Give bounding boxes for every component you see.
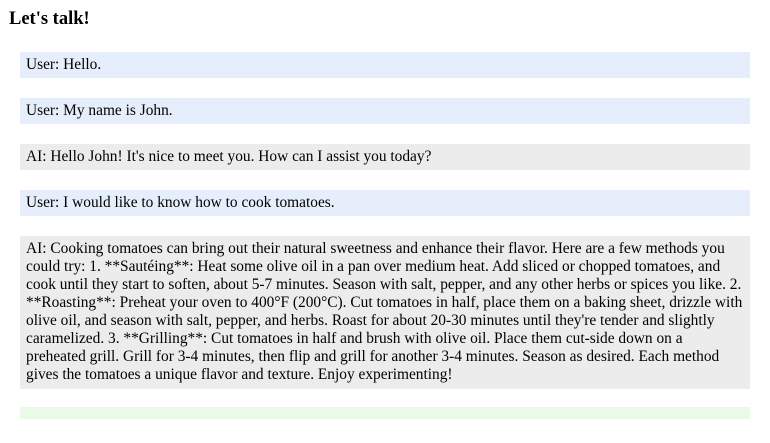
chat-message-ai: AI: Cooking tomatoes can bring out their natural sweetness and enhance their flavor. Here are a few methods you could try: 1. **Sautéing**: Heat some olive oil in a pan over medium heat. Add sliced or chopped tomatoes, and cook until they start to soften, about 5-7 minutes. Season with salt, pepper, and any other herbs or spices you like. 2. **Roasting**: Preheat your oven to 400°F (200°C). Cut tomatoes in half, place them on a baking sheet, drizzle with olive oil, and season with salt, pepper, and herbs. Roast for about 20-30 minutes until they're tender and slightly caramelized. 3. **Grilling**: Cut tomatoes in half and brush with olive oil. Place them cut-side down on a preheated grill. Grill for 3-4 minutes, then flip and grill for another 3-4 minutes. Season as desired. Each method gives the tomatoes a unique flavor and texture. Enjoy experimenting! <box>20 236 750 389</box>
chat-message-user: User: I would like to know how to cook tomatoes. <box>20 190 750 216</box>
chat-log <box>20 52 750 409</box>
page-title: Let's talk! <box>9 9 90 29</box>
chat-message-user: User: My name is John. <box>20 98 750 124</box>
message-input-area[interactable] <box>20 407 750 419</box>
chat-message-user: User: Hello. <box>20 52 750 78</box>
chat-message-ai: AI: Hello John! It's nice to meet you. How can I assist you today? <box>20 144 750 170</box>
